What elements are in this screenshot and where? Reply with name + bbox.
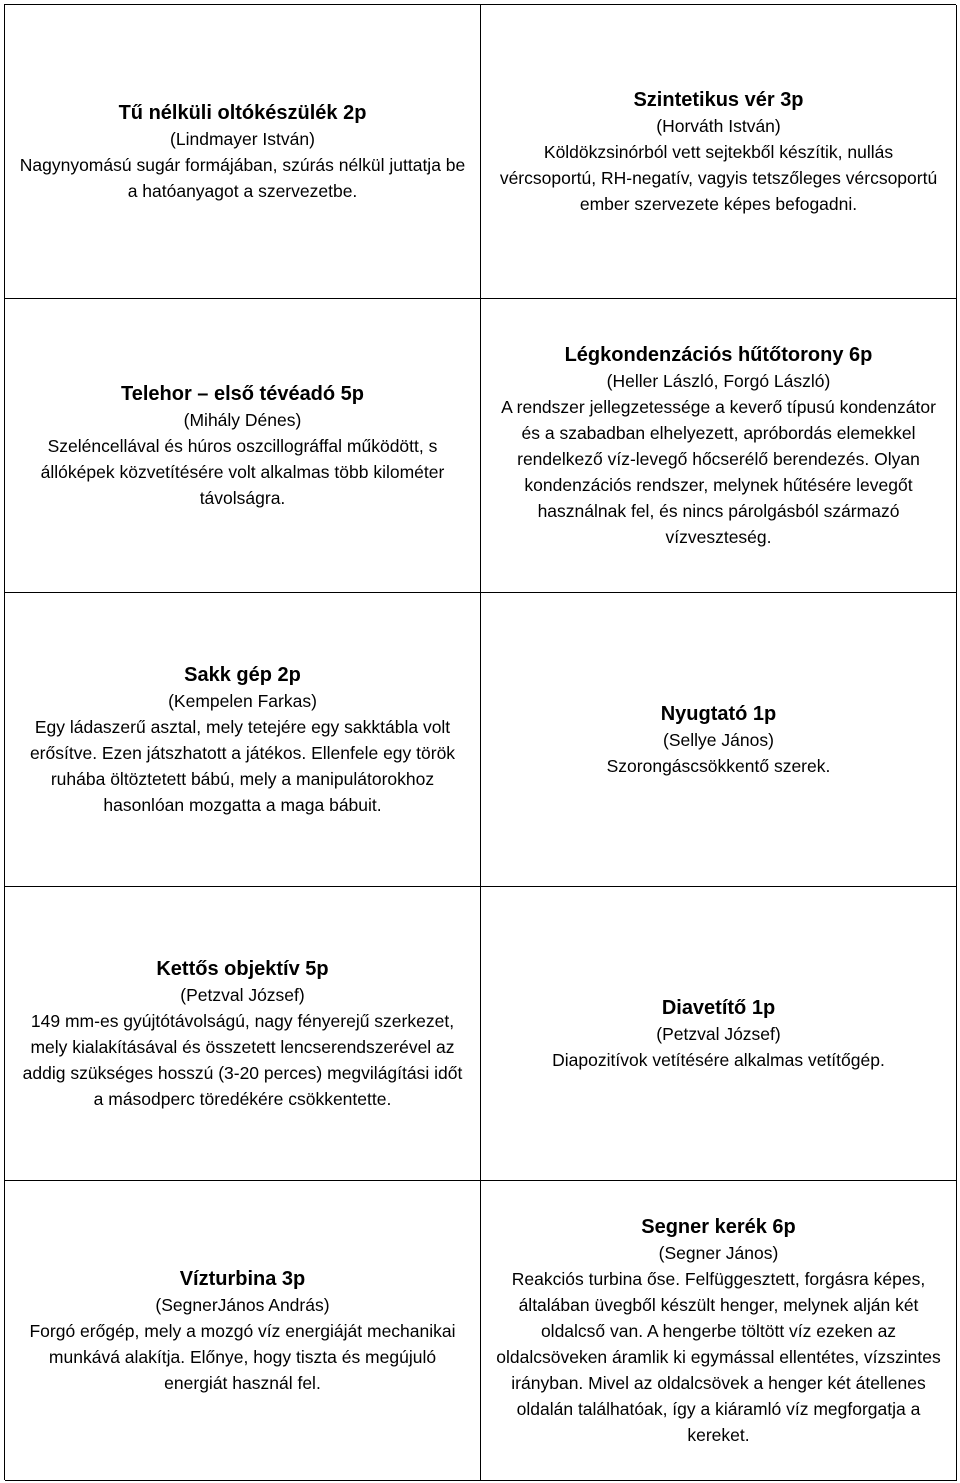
card (481, 887, 957, 1181)
card (481, 299, 957, 593)
card-title: Diavetítő 1p (661, 996, 776, 1019)
card-description: A rendszer jellegzetessége a keverő típusú kondenzátor és a szabadban elhelyezett, apróbordás elemekkel rendelkező víz-levegő hőcserélő berendezés. Olyan kondenzációs rendszer, melynek hűtésére levegőt használnak fel, és nincs párolgásból származó vízveszteség. (501, 396, 936, 547)
card-description: Forgó erőgép, mely a mozgó víz energiáját mechanikai munkává alakítja. Előnye, hogy tiszta és megújuló energiát használ fel. (29, 1320, 456, 1393)
card-title: Segner kerék 6p (641, 1215, 796, 1238)
card-description: Szorongáscsökkentő szerek. (606, 755, 831, 776)
card-title: Telehor – első tévéadó 5p (120, 382, 365, 405)
card (5, 887, 481, 1181)
card-title: Légkondenzációs hűtőtorony 6p (564, 343, 873, 366)
card (481, 593, 957, 887)
card-inventor: (Mihály Dénes) (183, 409, 302, 430)
card-title: Sakk gép 2p (184, 663, 301, 686)
card-description: Diapozitívok vetítésére alkalmas vetítőgép. (552, 1049, 885, 1070)
card-description: Köldökzsinórból vett sejtekből készítik, nullás vércsoportú, RH-negatív, vagyis tetszőleges vércsoportú ember szervezete képes befogadni. (499, 141, 938, 214)
card (481, 5, 957, 299)
card (5, 5, 481, 299)
card-title: Szintetikus vér 3p (633, 88, 804, 111)
card-title: Vízturbina 3p (179, 1267, 306, 1290)
card-description: Nagynyomású sugár formájában, szúrás nélkül juttatja be a hatóanyagot a szervezetbe. (19, 154, 466, 201)
card-title: Nyugtató 1p (660, 702, 777, 725)
card-inventor: (Lindmayer István) (170, 128, 315, 149)
card-description: Egy ládaszerű asztal, mely tetejére egy sakktábla volt erősítve. Ezen játszhatott a játékos. Ellenfele egy török ruhába öltöztetett bábú, mely a manipulátorokhoz hasonlóan mozgatta a maga bábuit. (29, 716, 456, 815)
card-inventor: (Petzval József) (656, 1023, 781, 1044)
card-description: Reakciós turbina őse. Felfüggesztett, forgásra képes, általában üvegből készült henger, melynek alján két oldalcső van. A hengerbe töltött víz ezeken az oldalcsöveken áramlik ki egymással ellentétes, vízszintes irányban. Mivel az oldalcsövek a henger két átellenes oldalán találhatóak, így a kiáramló víz megforgatja a kereket. (496, 1268, 941, 1445)
card-title: Kettős objektív 5p (156, 957, 329, 980)
card (5, 299, 481, 593)
card-description: Szeléncellával és húros oszcillográffal működött, s állóképek közvetítésére volt alkalmas több kilométer távolságra. (40, 435, 445, 508)
card-inventor: (Petzval József) (180, 984, 305, 1005)
card (5, 593, 481, 887)
card-inventor: (Segner János) (658, 1242, 779, 1263)
card-inventor: (Heller László, Forgó László) (606, 370, 831, 391)
card-title: Tű nélküli oltókészülék 2p (118, 101, 367, 124)
card (5, 1181, 481, 1481)
card-inventor: (Horváth István) (656, 115, 781, 136)
card-inventor: (Kempelen Farkas) (168, 690, 317, 711)
card-description: 149 mm-es gyújtótávolságú, nagy fényerejű szerkezet, mely kialakításával és összetett lencserendszerével az addig szükséges hosszú (3-20 perces) megvilágítási időt a másodperc töredékére csökkentette. (22, 1010, 463, 1109)
card-inventor: (SegnerJános András) (155, 1294, 330, 1315)
card-grid (4, 4, 956, 1480)
card-inventor: (Sellye János) (663, 729, 774, 750)
card (481, 1181, 957, 1481)
